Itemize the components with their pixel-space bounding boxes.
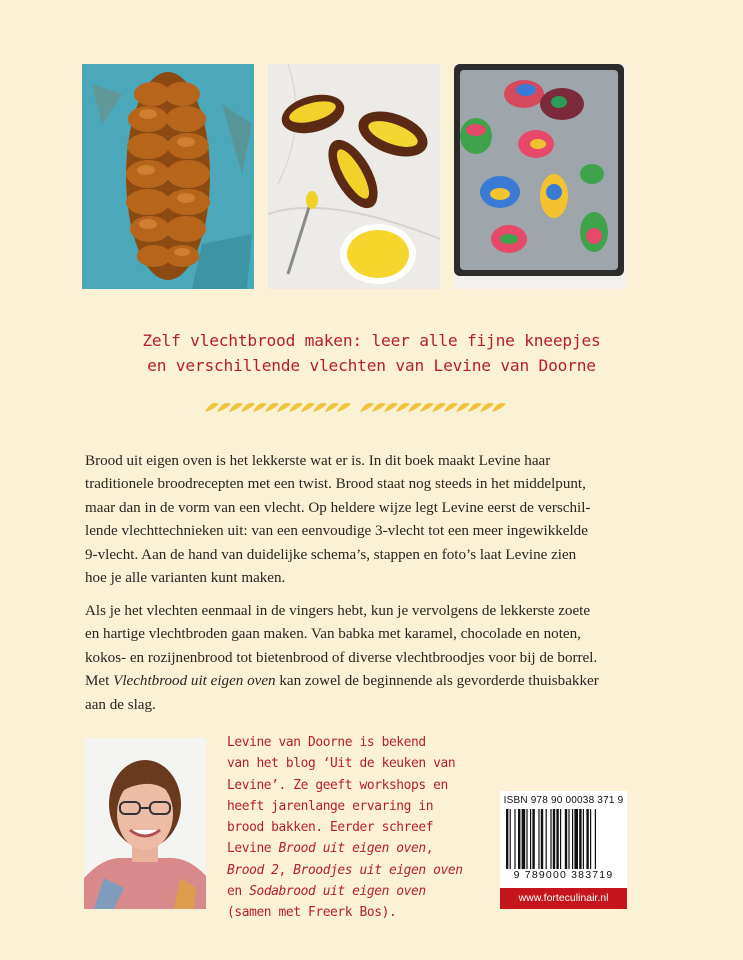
isbn-label: ISBN 978 90 00038 371 9 bbox=[503, 795, 624, 806]
publisher-website: www.forteculinair.nl bbox=[500, 888, 627, 909]
text-fragment: Met bbox=[85, 673, 114, 690]
author-bio bbox=[227, 732, 497, 924]
paragraph-line: hoe je alle varianten kunt maken. bbox=[85, 570, 286, 587]
paragraph-line: Brood uit eigen oven is het lekkerste wat er is. In dit boek maakt Levine haar bbox=[85, 453, 551, 469]
paragraph-line: en hartige vlechtbroden gaan maken. Van babka met karamel, chocolade en noten, bbox=[85, 626, 581, 643]
bio-line: Levine van Doorne is bekend bbox=[227, 735, 426, 750]
description-paragraph-1 bbox=[85, 450, 670, 590]
braided-loaf-photo bbox=[82, 64, 254, 289]
text-fragment: Levine bbox=[227, 841, 279, 857]
text-fragment: , bbox=[278, 862, 294, 878]
paragraph-line: traditionele broodrecepten met een twist. Brood staat nog steeds in het middelpunt, bbox=[85, 476, 586, 493]
description-paragraph-2 bbox=[85, 600, 670, 717]
headline-line-2: en verschillende vlechten van Levine van Doorne bbox=[147, 356, 596, 375]
text-fragment: kan zowel de beginnende als gevorderde thuisbakker bbox=[275, 673, 599, 690]
book-title: Vlechtbrood uit eigen oven bbox=[113, 673, 276, 690]
paragraph-line: Als je het vlechten eenmaal in de vingers hebt, kun je vervolgens de lekkerste zoete bbox=[85, 603, 591, 619]
paragraph-line: aan de slag. bbox=[85, 696, 156, 713]
book-title: Sodabrood uit eigen oven bbox=[249, 884, 426, 900]
barcode-number: 9 789000 383719 bbox=[513, 869, 614, 881]
rainbow-rolls-photo bbox=[454, 64, 626, 289]
bio-line bbox=[227, 838, 497, 859]
paragraph-line bbox=[85, 670, 670, 693]
wheat-ornament-left-icon bbox=[203, 398, 353, 416]
book-title: Brood 2 bbox=[227, 862, 279, 878]
bio-line: van het blog ‘Uit de keuken van bbox=[227, 756, 456, 772]
book-title: Broodjes uit eigen oven bbox=[293, 862, 463, 878]
isbn-barcode bbox=[500, 791, 627, 909]
barcode-icon bbox=[506, 809, 621, 869]
book-title: Brood uit eigen oven bbox=[278, 841, 426, 857]
text-fragment: , bbox=[425, 841, 434, 857]
author-photo bbox=[84, 738, 206, 909]
bio-line: heeft jarenlange ervaring in bbox=[227, 798, 434, 814]
paragraph-line: maar dan in de vorm van een vlecht. Op heldere wijze legt Levine eerst de verschil- bbox=[85, 499, 591, 516]
bio-line bbox=[227, 881, 497, 902]
bio-line: brood bakken. Eerder schreef bbox=[227, 820, 434, 836]
bio-line: (samen met Freerk Bos). bbox=[227, 905, 397, 921]
text-fragment: en bbox=[227, 884, 250, 900]
custard-braids-photo bbox=[268, 64, 440, 289]
wheat-ornament-right-icon bbox=[358, 398, 508, 416]
bio-line: Levine’. Ze geeft workshops en bbox=[227, 777, 448, 793]
bio-line bbox=[227, 860, 497, 881]
paragraph-line: 9-vlecht. Aan de hand van duidelijke schema’s, stappen en foto’s laat Levine zien bbox=[85, 546, 577, 563]
headline bbox=[60, 328, 683, 378]
paragraph-line: lende vlechttechnieken uit: van een eenvoudige 3-vlecht tot een meer ingewikkelde bbox=[85, 523, 588, 540]
headline-line-1: Zelf vlechtbrood maken: leer alle fijne kneepjes bbox=[142, 331, 601, 350]
paragraph-line: kokos- en rozijnenbrood tot bietenbrood of diverse vlechtbroodjes voor bij de borrel. bbox=[85, 649, 598, 666]
